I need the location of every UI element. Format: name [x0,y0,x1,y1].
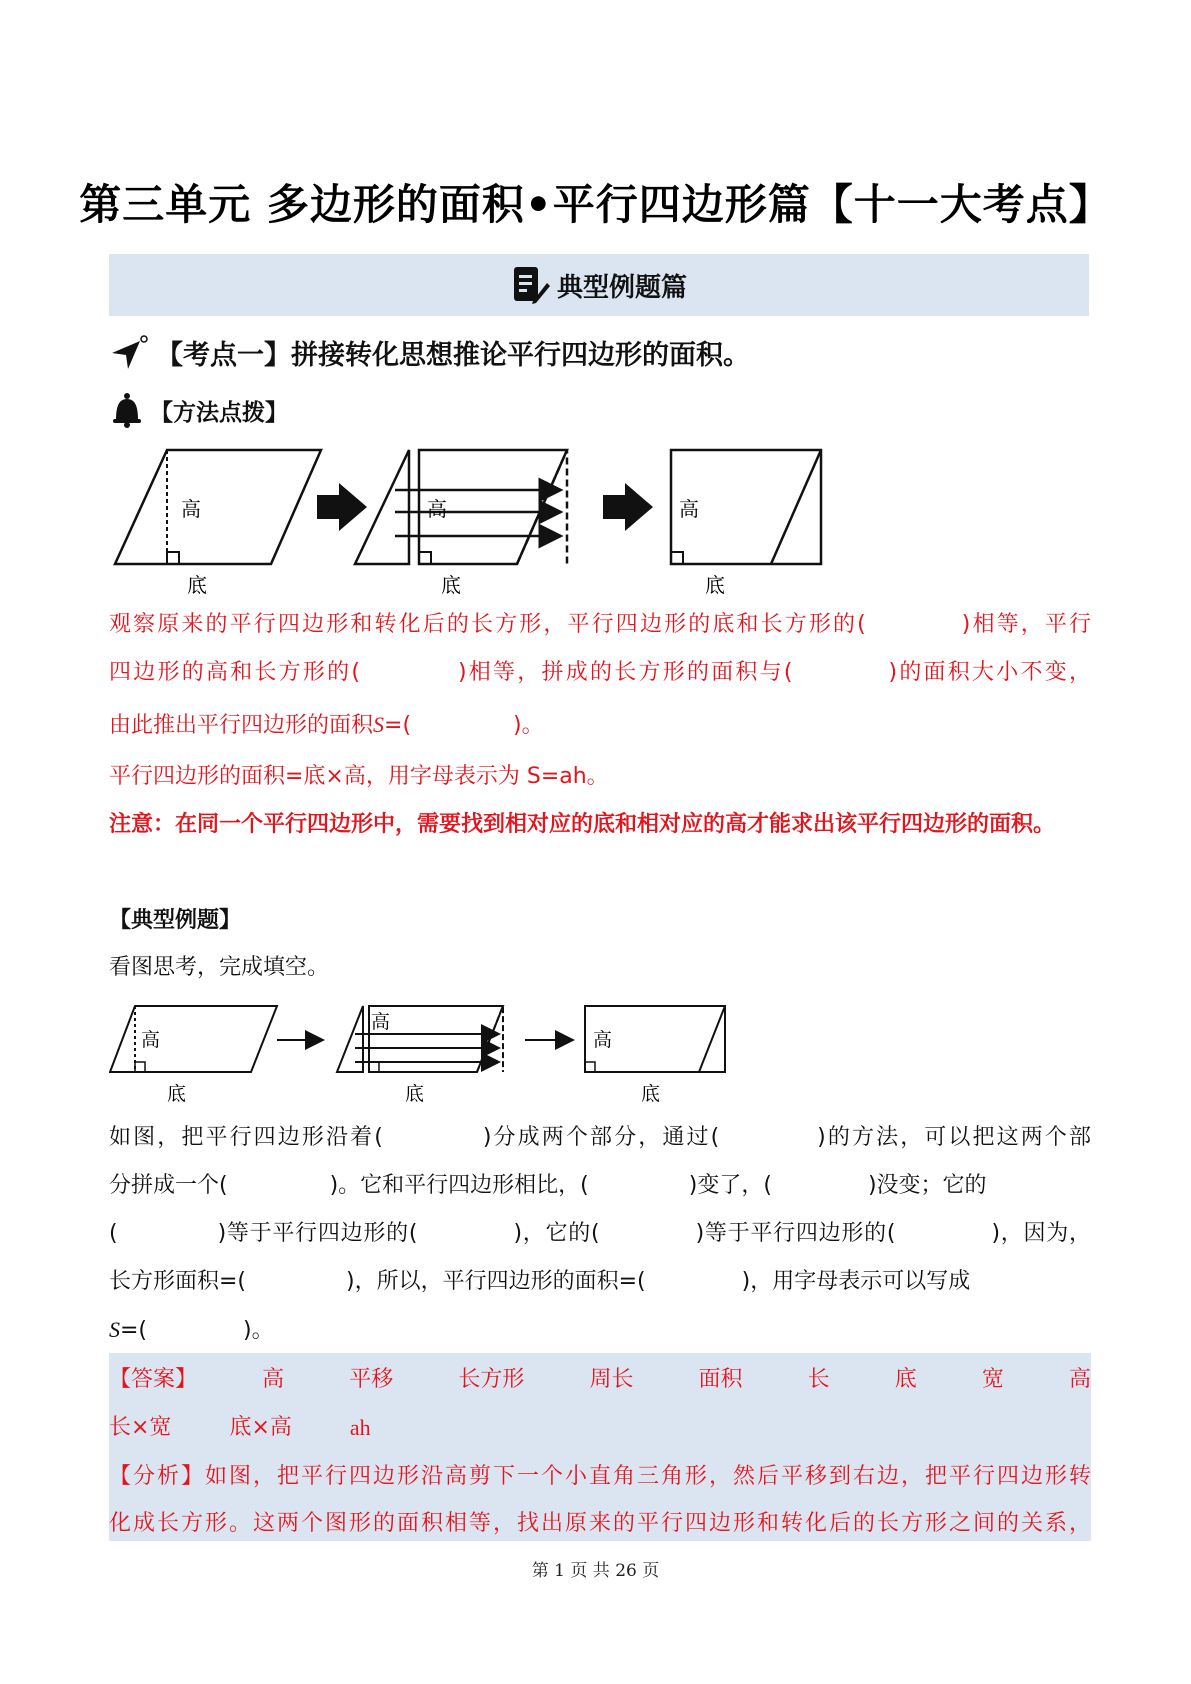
point-heading [110,333,750,372]
height-label: 高 [679,499,699,521]
answer-item: 长方形 [458,1367,525,1392]
question-line1: 如图，把平行四边形沿着( )分成两个部分，通过( )的方法，可以把这两个部 [109,1125,1091,1150]
transformation-figure-small [109,1000,729,1110]
answer-item: ah [349,1415,371,1440]
note-text: 注意：在同一个平行四边形中，需要找到相对应的底和相对应的高才能求出该平行四边形的面积。 [109,812,1056,837]
answer-row1 [109,1356,1091,1404]
analysis-label: 【分析】 [109,1464,205,1489]
method-text-line1: 观察原来的平行四边形和转化后的长方形，平行四边形的底和长方形的( )相等，平行 [109,612,1091,637]
navigation-arrow-icon [110,335,148,371]
question-line5: S=( )。 [109,1317,274,1343]
base-label: 底 [167,1084,187,1105]
answer-item: 宽 [981,1367,1004,1392]
answer-item: 周长 [589,1367,634,1392]
point-title: 【考点一】拼接转化思想推论平行四边形的面积。 [156,340,750,371]
answer-item: 高 [262,1367,285,1392]
answer-item: 长×宽 [109,1415,172,1440]
answer-item: 底 [894,1367,917,1392]
method-heading [112,392,288,428]
height-label: 高 [427,499,447,521]
formula-text: 平行四边形的面积=底×高，用字母表示为 S=ah。 [109,764,609,789]
answer-item: 长 [807,1367,830,1392]
base-label: 底 [187,575,207,597]
page-number: 1 [554,1561,565,1581]
answer-item: 高 [1068,1367,1091,1392]
example-title: 【典型例题】 [109,908,242,933]
question-line3: ( )等于平行四边形的( )，它的( )等于平行四边形的( )，因为， [109,1221,1092,1246]
base-label: 底 [641,1084,661,1105]
base-label: 底 [405,1084,425,1105]
answer-item: 平移 [349,1367,394,1392]
answer-item: 面积 [698,1367,743,1392]
page-title: 第三单元 多边形的面积•平行四边形篇【十一大考点】 [79,180,1112,229]
method-text-line3: 由此推出平行四边形的面积S=( )。 [109,712,544,738]
height-label: 高 [593,1030,613,1051]
height-label: 高 [181,499,201,521]
answer-label: 【答案】 [109,1367,198,1392]
total-pages: 26 [615,1561,637,1581]
question-line2: 分拼成一个( )。它和平行四边形相比，( )变了，( )没变；它的 [109,1173,987,1198]
analysis-line2: 化成长方形。这两个图形的面积相等，找出原来的平行四边形和转化后的长方形之间的关系， [109,1511,1091,1536]
height-label: 高 [141,1030,161,1051]
base-label: 底 [441,575,461,597]
transformation-figure-large [109,440,829,600]
method-text-line2: 四边形的高和长方形的( )相等，拼成的长方形的面积与( )的面积大小不变， [109,660,1091,685]
base-label: 底 [705,575,725,597]
analysis-line1: 【分析】如图，把平行四边形沿高剪下一个小直角三角形，然后平移到右边，把平行四边形转 [109,1464,1091,1489]
question-line4: 长方形面积=( )，所以，平行四边形的面积=( )，用字母表示可以写成 [109,1269,971,1294]
answer-row2 [109,1404,1091,1452]
example-prompt: 看图思考，完成填空。 [109,955,330,980]
banner-label: 典型例题篇 [556,272,687,303]
page-footer: 第 1 页 共 26 页 [531,1561,660,1581]
height-label: 高 [371,1012,391,1033]
bell-icon [112,392,142,428]
section-banner [109,254,1089,316]
answer-item: 底×高 [229,1415,292,1440]
method-title: 【方法点拨】 [150,399,288,426]
notebook-pen-icon [511,265,551,305]
